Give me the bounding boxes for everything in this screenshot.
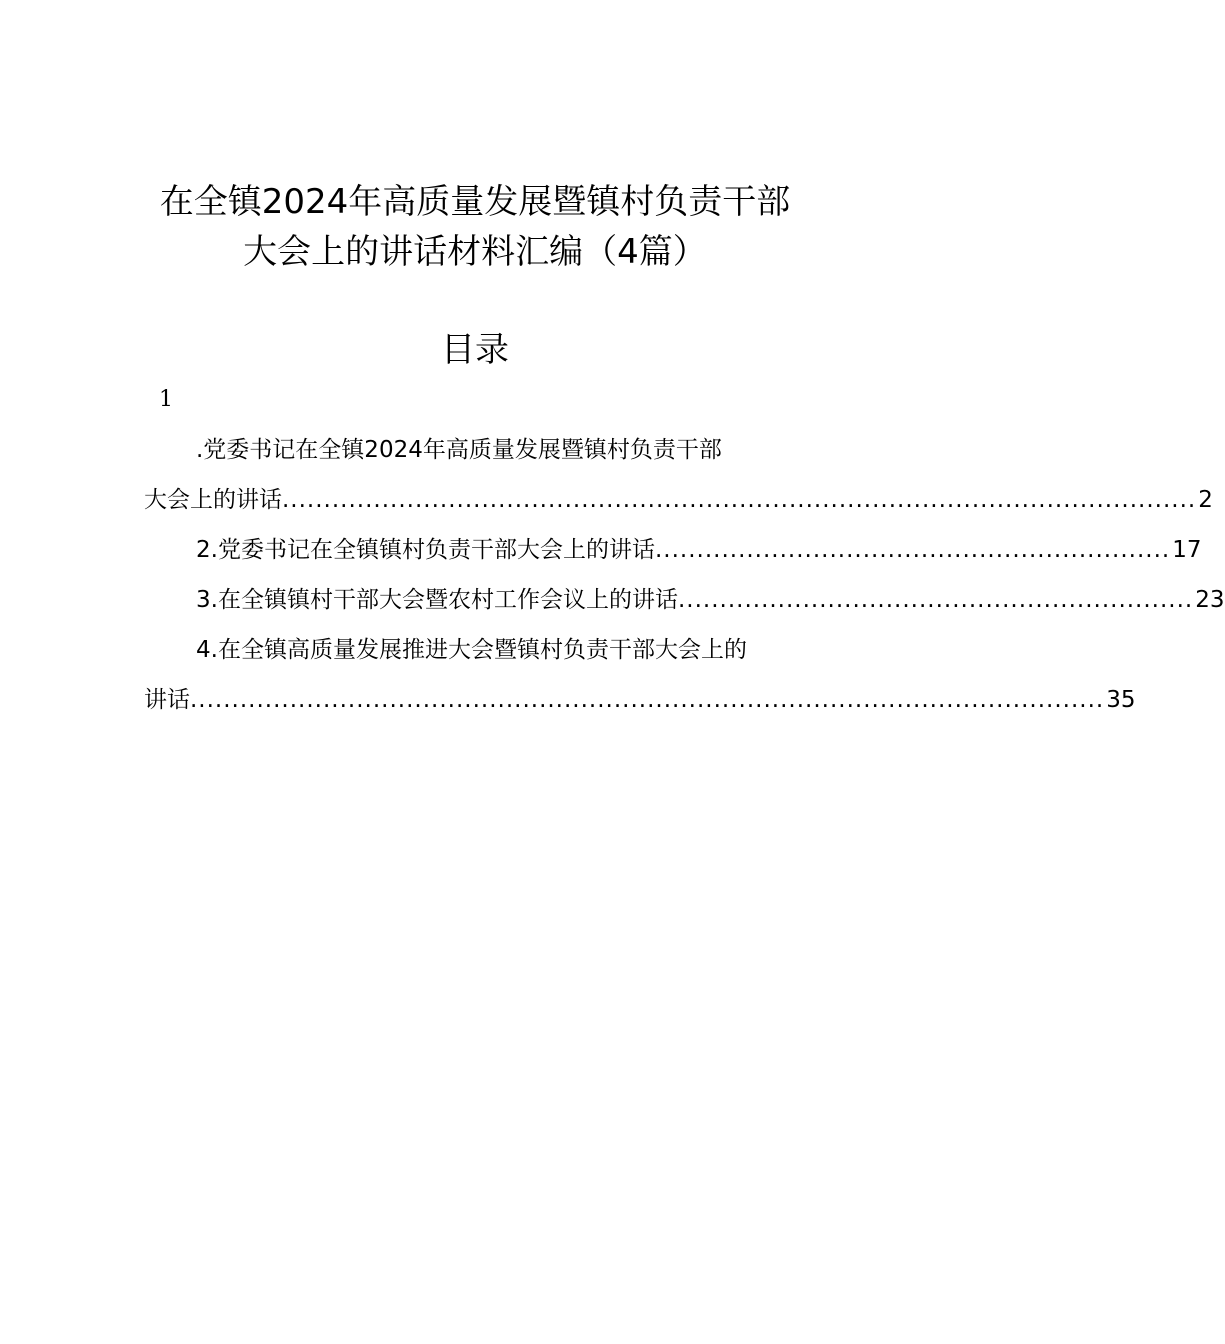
toc-page-number: 23 xyxy=(1195,587,1225,613)
toc-page-number: 2 xyxy=(1198,487,1213,513)
document-title-line-1: 在全镇2024年高质量发展暨镇村负责干部 xyxy=(159,182,791,222)
toc-heading: 目录 xyxy=(441,330,509,370)
document-title-line-2: 大会上的讲话材料汇编（4篇） xyxy=(243,232,707,272)
toc-leader-dots: .............................................................. xyxy=(654,537,1171,563)
toc-page-number: 35 xyxy=(1106,687,1136,713)
toc-page-number: 17 xyxy=(1172,537,1202,563)
toc-entry-1-line-2[interactable] xyxy=(144,484,1213,516)
list-number: 1 xyxy=(159,387,173,412)
toc-leader-dots: .............................................................. xyxy=(677,587,1194,613)
toc-entry-3[interactable] xyxy=(196,584,1225,616)
toc-entry-text: 2.党委书记在全镇镇村负责干部大会上的讲话 xyxy=(196,537,655,563)
toc-entry-1-line-1[interactable]: .党委书记在全镇2024年高质量发展暨镇村负责干部 xyxy=(196,437,722,463)
toc-leader-dots: .............................................................................................................. xyxy=(282,487,1197,513)
toc-entry-text: 大会上的讲话 xyxy=(144,487,282,513)
toc-entry-4-line-1[interactable]: 4.在全镇高质量发展推进大会暨镇村负责干部大会上的 xyxy=(196,637,747,663)
toc-entry-4-line-2[interactable] xyxy=(144,684,1136,716)
toc-entry-2[interactable] xyxy=(196,534,1202,566)
toc-leader-dots: .............................................................................................................. xyxy=(190,687,1105,713)
toc-entry-text: 讲话 xyxy=(144,687,190,713)
toc-entry-text: 3.在全镇镇村干部大会暨农村工作会议上的讲话 xyxy=(196,587,678,613)
